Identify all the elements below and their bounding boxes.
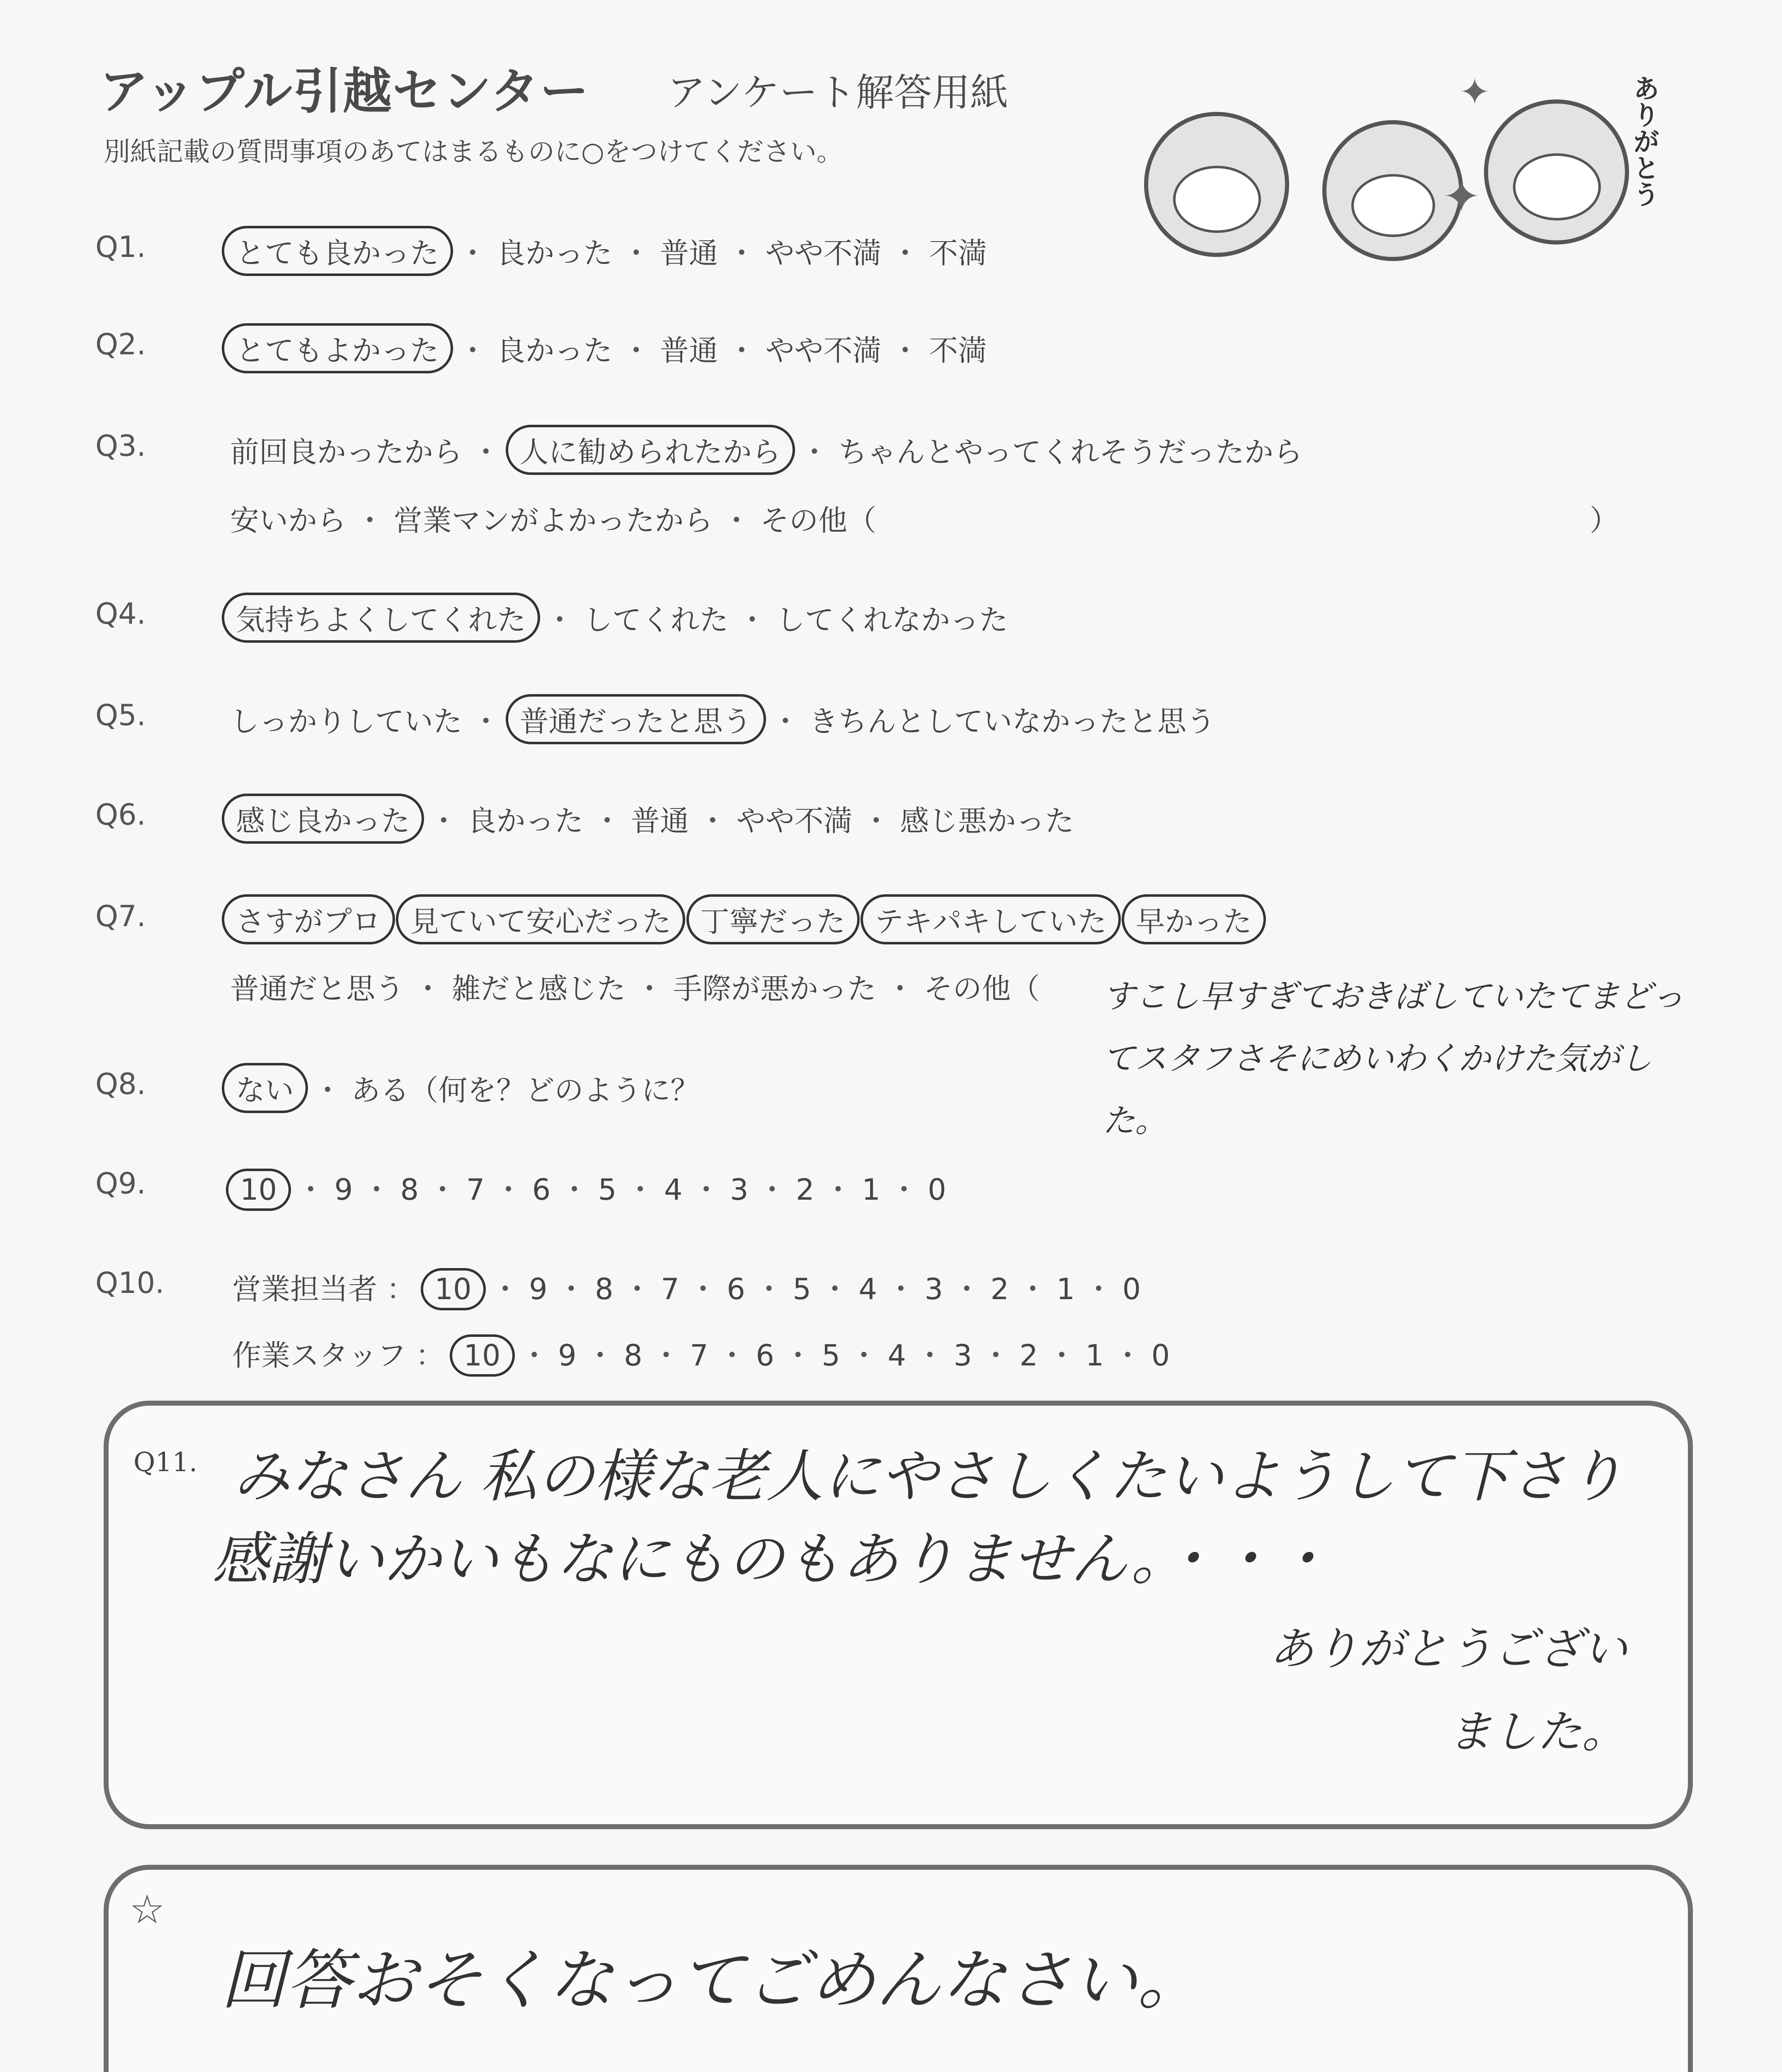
q11-line4: ました。 (1447, 1706, 1627, 1758)
q1-option[interactable]: やや不満 (765, 236, 882, 270)
q9-label: Q9. (95, 1167, 146, 1201)
q10-staff-score[interactable]: 0 (1151, 1339, 1170, 1372)
q11-label: Q11. (133, 1447, 198, 1478)
q10-staff-score[interactable]: 8 (624, 1339, 642, 1372)
q1-option[interactable]: 普通 (660, 236, 718, 270)
q3-label: Q3. (95, 429, 146, 463)
q10-staff-score[interactable]: 10 (450, 1334, 515, 1377)
mascot-monkey-icon (1484, 99, 1629, 244)
q2-option[interactable]: とてもよかった (222, 323, 453, 373)
mascot-monkey-icon (1144, 112, 1289, 257)
q10-sales-score[interactable]: 0 (1122, 1272, 1141, 1306)
q10-staff-score[interactable]: 3 (953, 1339, 972, 1372)
q6-option[interactable]: 感じ悪かった (900, 804, 1074, 838)
q10-staff-row: 作業スタッフ ： 10 ・ 9 ・ 8 ・ 7 ・ 6 ・ 5 ・ 4 ・ 3 ・ 2 ・ 1 ・ 0 (232, 1332, 1170, 1374)
q1-options: とても良かった ・ 良かった ・ 普通 ・ やや不満 ・ 不満 (226, 230, 987, 272)
q10-staff-label: 作業スタッフ (232, 1339, 406, 1372)
q10-sales-score[interactable]: 6 (727, 1272, 745, 1306)
mascot-thanks-text: ありがとう (1629, 75, 1660, 207)
q8-option[interactable]: ない (222, 1063, 308, 1113)
free-comment-box[interactable] (104, 1865, 1693, 2072)
q2-options: とてもよかった ・ 良かった ・ 普通 ・ やや不満 ・ 不満 (226, 327, 987, 369)
q2-option[interactable]: やや不満 (765, 334, 882, 368)
q6-option[interactable]: 普通 (631, 804, 689, 838)
q10-sales-score[interactable]: 10 (421, 1268, 486, 1310)
q10-staff-score[interactable]: 4 (887, 1339, 906, 1372)
q7-option[interactable]: テキパキしていた (861, 894, 1121, 944)
q4-label: Q4. (95, 597, 146, 631)
q6-label: Q6. (95, 798, 146, 832)
q7-option[interactable]: さすがプロ (222, 894, 395, 944)
q9-score[interactable]: 1 (862, 1173, 880, 1207)
q1-option[interactable]: 良かった (496, 236, 613, 270)
instruction-text: 別紙記載の質問事項のあてはまるものに○をつけてください。 (104, 137, 843, 167)
q10-staff-score[interactable]: 2 (1019, 1339, 1038, 1372)
q1-option[interactable]: 不満 (929, 236, 987, 270)
q11-comment-box[interactable] (104, 1401, 1693, 1829)
q6-option[interactable]: 感じ良かった (222, 794, 424, 844)
q11-line1: みなさん 私の様な老人にやさしくたいようして下さり (233, 1443, 1624, 1510)
q6-option[interactable]: やや不満 (736, 804, 853, 838)
q5-options: しっかりしていた ・ 普通だったと思う ・ きちんとしていなかったと思う (230, 698, 1215, 740)
q4-options: 気持ちよくしてくれた ・ してくれた ・ してくれなかった (226, 597, 1008, 639)
q9-scale: 10 ・ 9 ・ 8 ・ 7 ・ 6 ・ 5 ・ 4 ・ 3 ・ 2 ・ 1 ・ 0 (230, 1167, 946, 1208)
q9-score[interactable]: 5 (598, 1173, 617, 1207)
q10-staff-score[interactable]: 5 (822, 1339, 840, 1372)
q5-option[interactable]: きちんとしていなかったと思う (809, 704, 1216, 738)
q10-staff-score[interactable]: 6 (756, 1339, 774, 1372)
q10-sales-row: 営業担当者 ： 10 ・ 9 ・ 8 ・ 7 ・ 6 ・ 5 ・ 4 ・ 3 ・ 2 ・ 1 ・ 0 (232, 1266, 1141, 1308)
q3-options: 前回良かったから ・ 人に勧められたから ・ ちゃんとやってくれそうだったから (230, 429, 1302, 471)
form-title: アップル引越センター (99, 63, 590, 120)
q7-option[interactable]: 見ていて安心だった (396, 894, 685, 944)
q9-score[interactable]: 7 (466, 1173, 485, 1207)
q7-option[interactable]: 雑だと感じた (451, 972, 626, 1006)
q10-label: Q10. (95, 1266, 165, 1300)
q9-score[interactable]: 2 (796, 1173, 815, 1207)
q7-options-row2: 普通だと思う ・ 雑だと感じた ・ 手際が悪かった ・ その他（ (230, 972, 1040, 1006)
q10-sales-score[interactable]: 8 (595, 1272, 613, 1306)
q7-option[interactable]: 早かった (1122, 894, 1266, 944)
q10-sales-score[interactable]: 2 (990, 1272, 1009, 1306)
form-subtitle: アンケート解答用紙 (667, 70, 1009, 115)
q9-score[interactable]: 9 (334, 1173, 353, 1207)
q1-option[interactable]: とても良かった (222, 226, 453, 276)
q3-options-row2: 安いから ・ 営業マンがよかったから ・ その他（ ） (230, 497, 1619, 539)
q10-sales-label: 営業担当者 (232, 1272, 377, 1306)
q2-option[interactable]: 不満 (929, 334, 987, 368)
q3-option-other[interactable]: その他（ (760, 503, 877, 537)
q5-label: Q5. (95, 698, 146, 732)
q4-option[interactable]: してくれた (583, 603, 729, 637)
q5-option[interactable]: しっかりしていた (230, 704, 462, 738)
q9-score[interactable]: 10 (226, 1169, 291, 1211)
q7-option[interactable]: 手際が悪かった (673, 972, 877, 1006)
q7-option[interactable]: 丁寧だった (686, 894, 860, 944)
q10-sales-score[interactable]: 1 (1056, 1272, 1075, 1306)
star-icon: ☆ (129, 1886, 165, 1933)
q3-option[interactable]: 営業マンがよかったから (393, 503, 713, 537)
q10-staff-score[interactable]: 7 (690, 1339, 708, 1372)
q5-option[interactable]: 普通だったと思う (506, 694, 766, 744)
q9-score[interactable]: 3 (730, 1173, 749, 1207)
free-comment-text: 回答おそくなってごめんなさい。 (221, 1942, 1203, 2019)
q3-option[interactable]: ちゃんとやってくれそうだったから (838, 435, 1303, 469)
q10-sales-score[interactable]: 3 (924, 1272, 943, 1306)
q1-label: Q1. (95, 230, 146, 264)
q2-option[interactable]: 良かった (496, 334, 613, 368)
q7-label: Q7. (95, 899, 146, 933)
q8-option[interactable]: ある（何を？どのように？ (351, 1073, 700, 1107)
q7-options (226, 899, 1262, 939)
q9-score[interactable]: 0 (928, 1173, 946, 1207)
q9-score[interactable]: 4 (664, 1173, 683, 1207)
q8-label: Q8. (95, 1067, 146, 1101)
q9-score[interactable]: 6 (532, 1173, 551, 1207)
q7-option[interactable]: 普通だと思う (230, 972, 404, 1006)
q4-option[interactable]: してくれなかった (776, 603, 1009, 637)
q3-other-close: ） (1590, 503, 1619, 537)
q7-other-handwritten: すこし早すぎておきばしていたてまどってスタフさそにめいわくかけた気がした。 (1103, 978, 1684, 1140)
q11-line3: ありがとうござい (1269, 1623, 1628, 1675)
q10-sales-score[interactable]: 9 (529, 1272, 548, 1306)
sparkle-icon: ✦ (1443, 170, 1481, 223)
q10-staff-score[interactable]: 9 (558, 1339, 577, 1372)
q10-sales-score[interactable]: 7 (661, 1272, 679, 1306)
q8-options: ない ・ ある（何を？どのように？ (226, 1067, 700, 1109)
mascot-group (1119, 62, 1679, 278)
q10-staff-score[interactable]: 1 (1085, 1339, 1104, 1372)
q3-option[interactable]: 人に勧められたから (506, 425, 795, 475)
sparkle-icon: ✦ (1459, 70, 1491, 114)
q10-sales-score[interactable]: 5 (793, 1272, 811, 1306)
q2-label: Q2. (95, 327, 146, 361)
q6-option[interactable]: 良かった (467, 804, 584, 838)
q4-option[interactable]: 気持ちよくしてくれた (222, 593, 540, 643)
q3-option[interactable]: 前回良かったから (230, 435, 462, 469)
q2-option[interactable]: 普通 (660, 334, 718, 368)
q9-score[interactable]: 8 (400, 1173, 419, 1207)
mascot-monkey-icon (1322, 120, 1463, 261)
q10-sales-score[interactable]: 4 (858, 1272, 877, 1306)
q3-option[interactable]: 安いから (230, 503, 346, 537)
q7-option-other[interactable]: その他（ (924, 972, 1040, 1006)
q11-line2: 感謝いかいもなにものもありません。・・・ (212, 1526, 1331, 1593)
q6-options: 感じ良かった ・ 良かった ・ 普通 ・ やや不満 ・ 感じ悪かった (226, 798, 1074, 840)
